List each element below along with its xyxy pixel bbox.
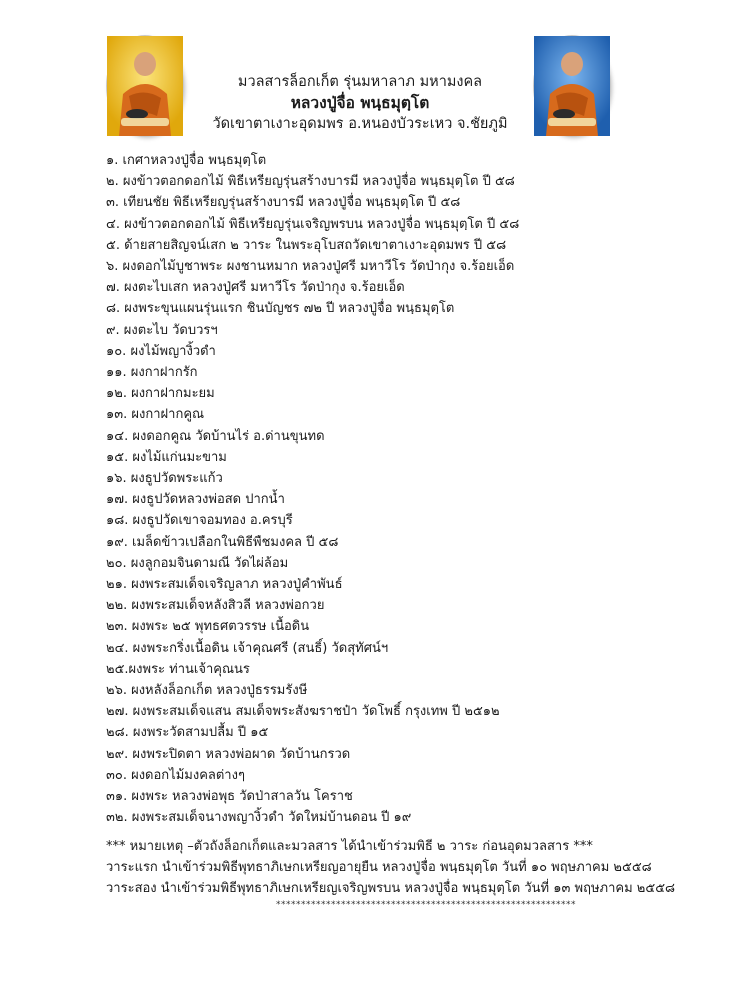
list-item: ๒๓. ผงพระ ๒๕ พุทธศตวรรษ เนื้อดิน [106,619,310,635]
monk-portrait-right [534,36,610,136]
divider-stars: ************************************************************ [276,900,576,910]
list-item: ๑. เกศาหลวงปู่จื่อ พนฺธมุตฺโต [106,153,267,168]
list-item: ๒๖. ผงหลังล็อกเก็ต หลวงปู่ธรรมรังษี [106,683,308,699]
list-item: ๑๗. ผงธูปวัดหลวงพ่อสด ปากน้ำ [106,492,285,508]
list-item: ๗. ผงตะไบเสก หลวงปู่ศรี มหาวีโร วัดป่ากุง จ.ร้อยเอ็ด [106,280,405,296]
list-item: ๑๑. ผงกาฝากรัก [106,365,198,381]
second-round-note: วาระสอง นำเข้าร่วมพิธีพุทธาภิเษกเหรียญเจริญพรบน หลวงปู่จื่อ พนฺธมุตฺโต วันที่ ๑๓ พฤษภาคม ๒๕๕๘ [106,881,676,896]
list-item: ๒. ผงข้าวตอกดอกไม้ พิธีเหรียญรุ่นสร้างบารมี หลวงปู่จื่อ พนฺธมุตฺโต ปี ๕๘ [106,174,515,190]
list-item: ๔. ผงข้าวตอกดอกไม้ พิธีเหรียญรุ่นเจริญพรบน หลวงปู่จื่อ พนฺธมุตฺโต ปี ๕๘ [106,216,520,232]
monk-portrait-image [107,36,183,136]
list-item: ๖. ผงดอกไม้บูชาพระ ผงชานหมาก หลวงปู่ศรี มหาวีโร วัดป่ากุง จ.ร้อยเอ็ด [106,259,515,275]
list-item: ๑๐. ผงไม้พญางิ้วดำ [106,343,216,359]
list-item: ๒๐. ผงลูกอมจินดามณี วัดไผ่ล้อม [106,555,289,571]
list-item: ๑๖. ผงธูปวัดพระแก้ว [106,471,223,487]
list-item: ๑๓. ผงกาฝากคูณ [106,407,205,423]
list-item: ๒๑. ผงพระสมเด็จเจริญลาภ หลวงปู่คำพันธ์ [106,577,343,593]
first-round-note: วาระแรก นำเข้าร่วมพิธีพุทธาภิเษกเหรียญอายุยืน หลวงปู่จื่อ พนฺธมุตฺโต วันที่ ๑๐ พฤษภาคม ๒๕๕๘ [106,860,652,875]
list-item: ๑๘. ผงธูปวัดเขาจอมทอง อ.ครบุรี [106,513,293,529]
list-item: ๒๔. ผงพระกริ่งเนื้อดิน เจ้าคุณศรี (สนธิ์) วัดสุทัศน์ฯ [106,640,389,656]
list-item: ๘. ผงพระขุนแผนรุ่นแรก ชินบัญชร ๗๒ ปี หลวงปู่จื่อ พนฺธมุตฺโต [106,301,455,317]
list-item: ๓๐. ผงดอกไม้มงคลต่างๆ [106,767,245,783]
remark-note: *** หมายเหตุ –ตัวถังล็อกเก็ตและมวลสาร ได้นำเข้าร่วมพิธี ๒ วาระ ก่อนอุดมวลสาร *** [106,839,593,854]
list-item: ๑๕. ผงไม้แก่นมะขาม [106,449,227,465]
list-item: ๒๕.ผงพระ ท่านเจ้าคุณนร [106,661,250,677]
ingredient-list [106,150,706,829]
list-item: ๒๗. ผงพระสมเด็จแสน สมเด็จพระสังฆราชป๋า วัดโพธิ์ กรุงเทพ ปี ๒๕๑๒ [106,704,500,720]
list-item: ๑๒. ผงกาฝากมะยม [106,386,215,402]
list-item: ๓๑. ผงพระ หลวงพ่อพุธ วัดป่าสาลวัน โคราช [106,789,353,805]
header-temple: วัดเขาตาเงาะอุดมพร อ.หนองบัวระเหว จ.ชัยภูมิ [212,116,508,132]
list-item: ๑๙. เมล็ดข้าวเปลือกในพิธีพืชมงคล ปี ๕๘ [106,534,339,550]
monk-portrait-left [107,36,183,136]
list-item: ๙. ผงตะไบ วัดบวรฯ [106,322,218,338]
header-subtitle: มวลสารล็อกเก็ต รุ่นมหาลาภ มหามงคล [237,74,483,90]
list-item: ๒๒. ผงพระสมเด็จหลังสิวลี หลวงพ่อกวย [106,598,325,614]
list-item: ๑๔. ผงดอกคูณ วัดบ้านไร่ อ.ด่านขุนทด [106,428,325,444]
list-item: ๒๙. ผงพระปิดตา หลวงพ่อผาด วัดบ้านกรวด [106,746,351,762]
notes-section [106,836,706,899]
list-item: ๕. ด้ายสายสิญจน์เสก ๒ วาระ ในพระอุโบสถวัดเขาตาเงาะอุดมพร ปี ๕๘ [106,237,507,253]
list-item: ๓. เทียนชัย พิธีเหรียญรุ่นสร้างบารมี หลวงปู่จื่อ พนฺธมุตฺโต ปี ๕๘ [106,195,461,211]
list-item: ๓๒. ผงพระสมเด็จนางพญางิ้วดำ วัดใหม่บ้านดอน ปี ๑๙ [106,810,412,826]
monk-portrait-image [534,36,610,136]
document-header [190,72,530,135]
header-title: หลวงปู่จื่อ พนฺธมุตฺโต [290,94,430,112]
list-item: ๒๘. ผงพระวัดสามปลื้ม ปี ๑๕ [106,725,269,741]
